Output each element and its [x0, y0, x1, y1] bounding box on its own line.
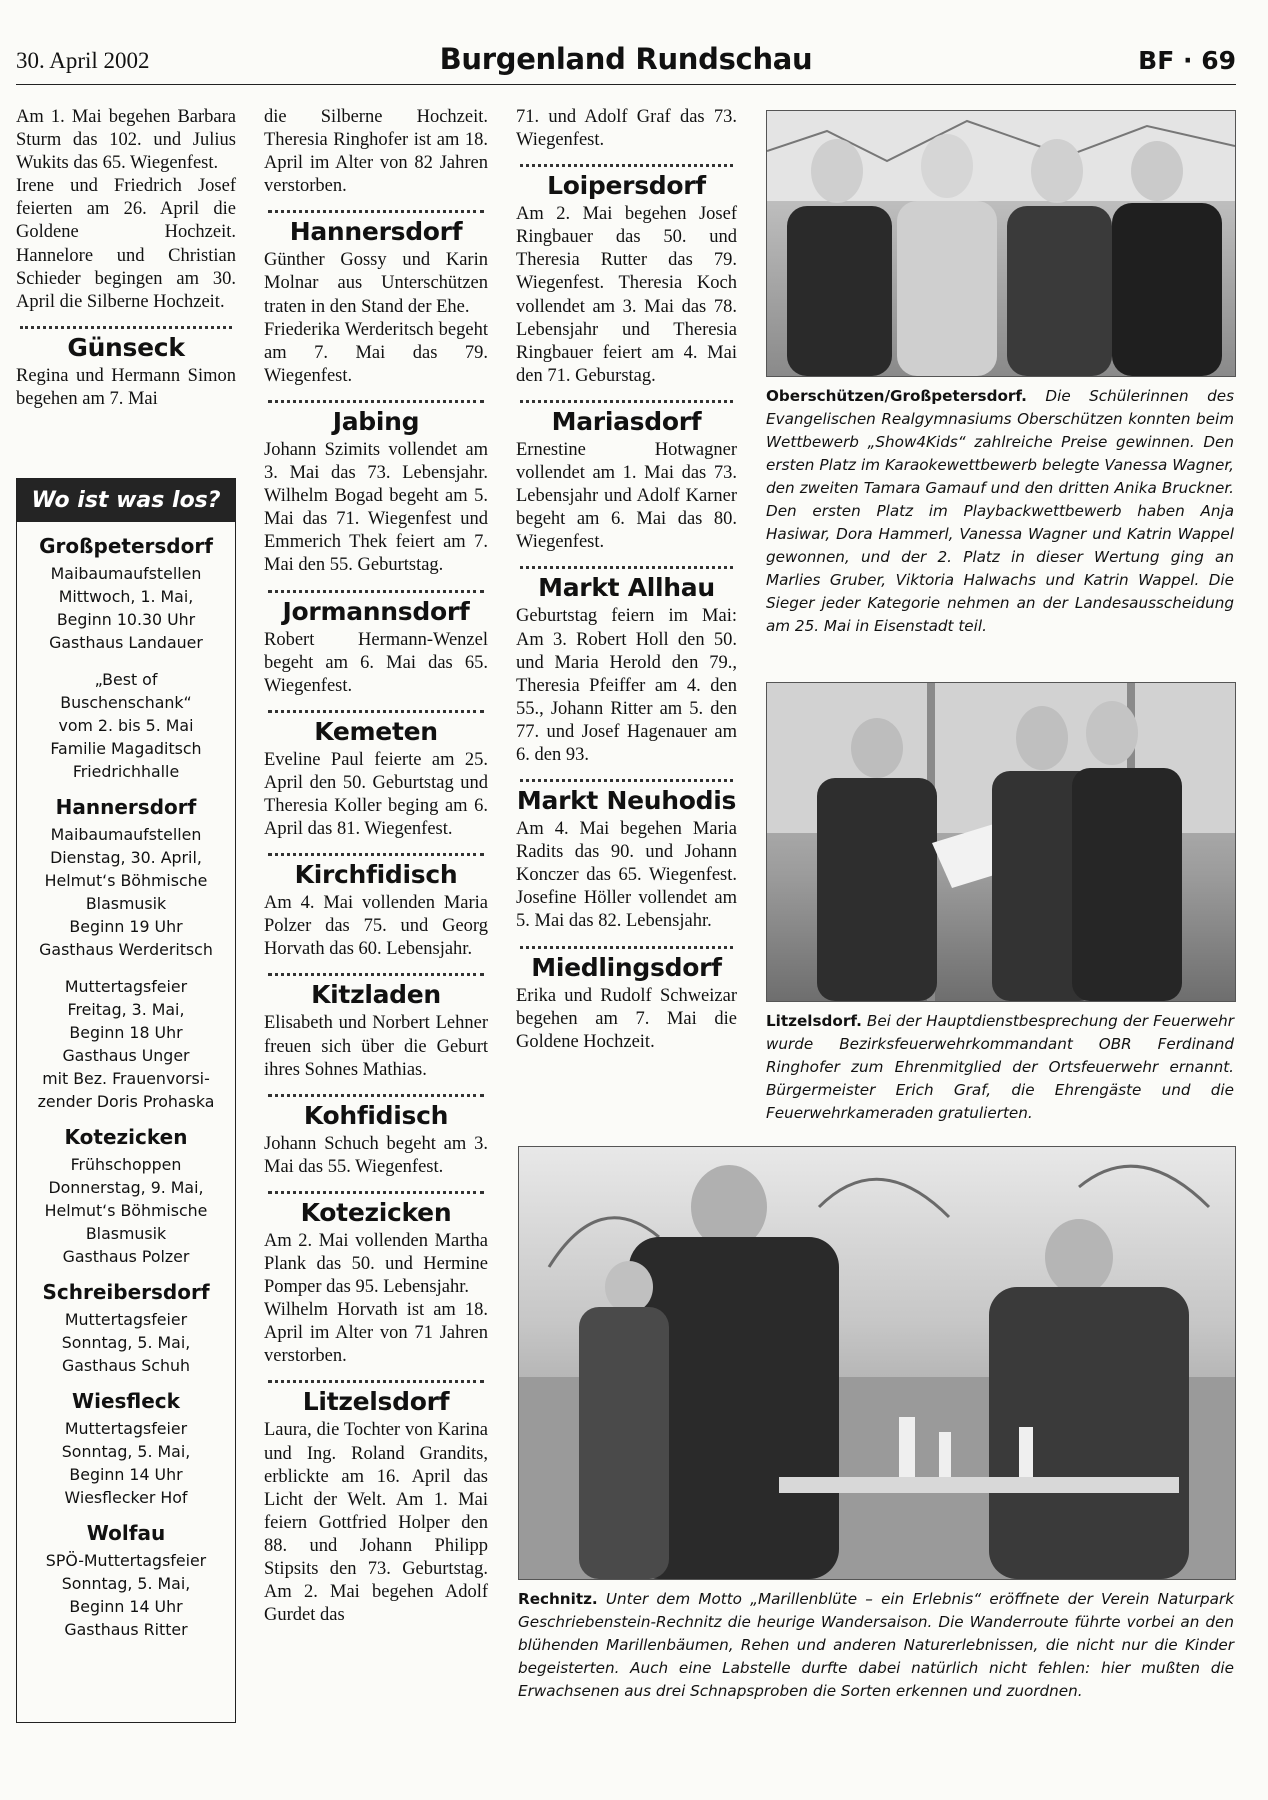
event-detail-line: Muttertagsfeier [64, 1419, 188, 1438]
news-paragraph: Geburtstag feiern im Mai: Am 3. Robert Holl den 50. und Maria Herold den 79., Theresia Pfeiffer am 4. den 55., Johann Ritter am 5. den 77. und Josef Hagenauer am 6. den 93. [516, 606, 737, 765]
event-detail-line: Blasmusik [85, 894, 167, 913]
dotted-separator [520, 936, 733, 949]
caption-firefighters-lead: Litzelsdorf. [766, 1012, 862, 1030]
news-paragraph: Irene und Friedrich Josef feierten am 26. April die Goldene Hochzeit. Hannelore und Christian Schieder begingen am 30. April die Silberne Hochzeit. [16, 176, 236, 312]
caption-schoolgirls-lead: Oberschützen/Großpetersdorf. [766, 387, 1027, 405]
dotted-separator [520, 154, 733, 167]
event-detail-line: Wiesflecker Hof [64, 1488, 188, 1507]
place-heading: Kitzladen [311, 980, 441, 1010]
event-detail-line: Sonntag, 5. Mai, [61, 1574, 191, 1593]
caption-firefighters-text: Bei der Hauptdienstbesprechung der Feuerwehr wurde Bezirksfeuerwehrkommandant OBR Ferdinand Ringhofer zum Ehrenmitglied der Ortsfeuerwehr ernannt. Bürgermeister Erich Graf, die Ehrengäste und die Feuerwehrkameraden gratulierten. [766, 1012, 1234, 1122]
news-paragraph: Günther Gossy und Karin Molnar aus Unterschützen traten in den Stand der Ehe. [264, 250, 488, 317]
event-entry [17, 1125, 235, 1268]
place-heading: Mariasdorf [551, 406, 702, 436]
news-paragraph: die Silberne Hochzeit. Theresia Ringhofer ist am 18. April im Alter von 82 Jahren verstorben. [264, 107, 488, 197]
event-entry [17, 1389, 235, 1509]
dotted-separator [268, 580, 484, 593]
dotted-separator [520, 769, 733, 782]
schoolgirls-illustration [767, 111, 1235, 376]
event-detail-line: Gasthaus Werderitsch [39, 940, 213, 959]
news-paragraph: Friederika Werderitsch begeht am 7. Mai das 79. Wiegenfest. [264, 319, 488, 386]
dotted-separator [268, 1084, 484, 1097]
event-detail-line: Helmut‘s Böhmische [44, 1201, 208, 1220]
event-detail-line: Sonntag, 5. Mai, [61, 1442, 191, 1461]
news-paragraph: Ernestine Hotwagner vollendet am 1. Mai das 73. Lebensjahr und Adolf Karner begeht am 6. Mai das 80. Wiegenfest. [516, 439, 737, 553]
dotted-separator [268, 843, 484, 856]
dotted-separator [268, 1181, 484, 1194]
event-detail-line: vom 2. bis 5. Mai [58, 716, 194, 735]
hikers-illustration [519, 1147, 1235, 1579]
place-heading: Loipersdorf [547, 171, 706, 201]
caption-hikers-text: Unter dem Motto „Marillenblüte – ein Erlebnis“ eröffnete der Verein Naturpark Geschriebenstein-Rechnitz die heurige Wandersaison. Die Wanderroute führte vorbei an den blühenden Marillenbäumen, Rehen und anderen Naturerlebnissen, die nicht nur die Kinder begeisterten. Auch eine Labstelle durfte dabei natürlich nicht fehlen: hier mußten die Erwachsenen aus drei Schnapsproben die Sorten erkennen und zuordnen. [518, 1590, 1235, 1700]
text-column-2 [264, 106, 488, 1627]
dotted-separator [268, 390, 484, 403]
event-detail-line: Beginn 18 Uhr [69, 1023, 183, 1042]
dotted-separator [520, 556, 733, 569]
event-detail-line: Gasthaus Ritter [64, 1620, 188, 1639]
event-place: Wolfau [86, 1521, 166, 1545]
event-detail-line: Gasthaus Landauer [49, 633, 203, 652]
news-paragraph: Am 2. Mai begehen Josef Ringbauer das 50. und Theresia Rutter das 79. Wiegenfest. Theresia Koch vollendet am 3. Mai das 78. Lebensjahr und Theresia Ringbauer feiert am 4. Mai den 71. Geburstag. [516, 204, 737, 386]
event-detail-line: Helmut‘s Böhmische [44, 871, 208, 890]
event-detail-line: Dienstag, 30. April, [50, 848, 202, 867]
news-paragraph: Johann Schuch begeht am 3. Mai das 55. Wiegenfest. [264, 1133, 488, 1177]
place-heading: Jormannsdorf [282, 596, 470, 626]
page-header [16, 40, 1236, 85]
events-box-title: Wo ist was los? [17, 479, 235, 522]
place-heading: Litzelsdorf [302, 1387, 450, 1417]
caption-schoolgirls [766, 385, 1234, 638]
place-heading: Markt Neuhodis [516, 786, 737, 816]
dotted-separator [268, 200, 484, 213]
news-paragraph: Erika und Rudolf Schweizar begehen am 7. Mai die Goldene Hochzeit. [516, 985, 737, 1052]
dotted-separator [520, 390, 733, 403]
newspaper-title: Burgenland Rundschau [439, 42, 813, 76]
event-detail-line: Gasthaus Schuh [61, 1356, 191, 1375]
event-detail-line: Maibaumaufstellen [50, 825, 202, 844]
page-number: BF · 69 [1138, 46, 1236, 75]
event-detail-line: zender Doris Prohaska [37, 1092, 215, 1111]
dotted-separator [20, 316, 232, 329]
issue-date: 30. April 2002 [16, 48, 150, 73]
news-paragraph: Robert Hermann-Wenzel begeht am 6. Mai das 65. Wiegenfest. [264, 629, 488, 696]
event-detail-line: Mittwoch, 1. Mai, [58, 587, 194, 606]
news-paragraph: Am 4. Mai begehen Maria Radits das 90. und Johann Konczer das 65. Wiegenfest. Josefine Höller vollendet am 5. Mai das 82. Lebensjahr. [516, 819, 737, 932]
event-detail-line: Blasmusik [85, 1224, 167, 1243]
news-paragraph: Johann Szimits vollendet am 3. Mai das 73. Lebensjahr. Wilhelm Bogad begeht am 5. Mai das 71. Wiegenfest und Emmerich Thek feiert am 7. Mai den 55. Geburtstag. [264, 439, 488, 576]
place-heading: Miedlingsdorf [531, 952, 722, 982]
event-detail-line: Muttertagsfeier [64, 1310, 188, 1329]
event-detail-line: Gasthaus Unger [62, 1046, 190, 1065]
place-heading: Kotezicken [300, 1197, 452, 1227]
caption-firefighters [766, 1010, 1234, 1125]
dotted-separator [268, 1370, 484, 1383]
news-paragraph: Laura, die Tochter von Karina und Ing. Roland Grandits, erblickte am 16. April das Licht der Welt. Am 1. Mai feiern Gottfried Holper den 88. und Johann Philipp Stipsits den 73. Geburtstag. Am 2. Mai begehen Adolf Gurdet das [264, 1420, 488, 1626]
news-paragraph: Regina und Hermann Simon begehen am 7. Mai [16, 365, 236, 409]
news-paragraph: Elisabeth und Norbert Lehner freuen sich über die Geburt ihres Sohnes Mathias. [264, 1013, 488, 1080]
place-heading: Kirchfidisch [294, 860, 458, 890]
dotted-separator [268, 963, 484, 976]
event-detail-line: Frühschoppen [70, 1155, 182, 1174]
photo-firefighters [766, 682, 1236, 1002]
place-heading: Günseck [67, 332, 185, 362]
event-entry [17, 1521, 235, 1641]
event-detail-line: „Best of [94, 670, 158, 689]
event-place: Hannersdorf [55, 795, 197, 819]
place-heading: Markt Allhau [538, 573, 715, 603]
text-column-1 [16, 106, 236, 411]
event-detail-line: Freitag, 3. Mai, [67, 1000, 185, 1019]
caption-hikers-lead: Rechnitz. [518, 1590, 598, 1608]
event-detail-line: Muttertagsfeier [64, 977, 188, 996]
text-column-3 [516, 106, 737, 1054]
event-detail-line: Beginn 19 Uhr [69, 917, 183, 936]
event-detail-line: Beginn 14 Uhr [69, 1465, 183, 1484]
event-detail-line: mit Bez. Frauenvorsi- [42, 1069, 210, 1088]
event-entry [17, 534, 235, 783]
photo-schoolgirls [766, 110, 1236, 377]
dotted-separator [268, 700, 484, 713]
event-entry [17, 795, 235, 1113]
photo-hikers [518, 1146, 1236, 1580]
event-spacer [17, 961, 235, 975]
event-spacer [17, 654, 235, 668]
news-paragraph: Am 4. Mai vollenden Maria Polzer das 75. und Georg Horvath das 60. Lebensjahr. [264, 893, 488, 960]
event-detail-line: Beginn 10.30 Uhr [56, 610, 196, 629]
news-paragraph: Eveline Paul feierte am 25. April den 50. Geburtstag und Theresia Koller beging am 6. April das 81. Wiegenfest. [264, 749, 488, 840]
news-paragraph: Wilhelm Horvath ist am 18. April im Alter von 71 Jahren verstorben. [264, 1300, 488, 1367]
event-detail-line: Beginn 14 Uhr [69, 1597, 183, 1616]
place-heading: Kohfidisch [303, 1100, 449, 1130]
event-place: Wiesfleck [72, 1389, 180, 1413]
events-box [16, 478, 236, 1723]
event-place: Schreibersdorf [42, 1280, 210, 1304]
caption-hikers [518, 1588, 1234, 1703]
place-heading: Kemeten [314, 716, 438, 746]
event-detail-line: Friedrichhalle [72, 762, 180, 781]
place-heading: Hannersdorf [289, 217, 463, 247]
event-place: Kotezicken [64, 1125, 188, 1149]
event-detail-line: Familie Magaditsch [50, 739, 202, 758]
news-paragraph: 71. und Adolf Graf das 73. Wiegenfest. [516, 107, 737, 151]
event-detail-line: Donnerstag, 9. Mai, [48, 1178, 204, 1197]
firefighters-illustration [767, 683, 1235, 1001]
news-paragraph: Am 1. Mai begehen Barbara Sturm das 102. und Julius Wukits das 65. Wiegenfest. [16, 107, 236, 174]
event-detail-line: Maibaumaufstellen [50, 564, 202, 583]
event-detail-line: SPÖ-Muttertagsfeier [45, 1551, 207, 1570]
event-place: Großpetersdorf [39, 534, 213, 558]
place-heading: Jabing [332, 406, 420, 436]
event-entry [17, 1280, 235, 1377]
events-list [17, 534, 235, 1641]
caption-schoolgirls-text: Die Schülerinnen des Evangelischen Realgymnasiums Oberschützen konnten beim Wettbewerb „Show4Kids“ zahlreiche Preise gewinnen. Den ersten Platz im Karaokewettbewerb belegte Vanessa Wagner, den zweiten Tamara Gamauf und den dritten Anika Bruckner. Den ersten Platz im Playbackwettbewerb haben Anja Hasiwar, Dora Hammerl, Vanessa Wagner und Katrin Wappel gewonnen, und der 2. Platz in dieser Wertung ging an Marlies Gruber, Viktoria Halwachs und Katrin Wappel. Die Sieger jeder Kategorie nehmen an der Landesausscheidung am 25. Mai in Eisenstadt teil. [766, 387, 1234, 635]
news-paragraph: Am 2. Mai vollenden Martha Plank das 50. und Hermine Pomper das 95. Lebensjahr. [264, 1230, 488, 1298]
event-detail-line: Buschenschank“ [60, 693, 192, 712]
event-detail-line: Sonntag, 5. Mai, [61, 1333, 191, 1352]
event-detail-line: Gasthaus Polzer [62, 1247, 190, 1266]
